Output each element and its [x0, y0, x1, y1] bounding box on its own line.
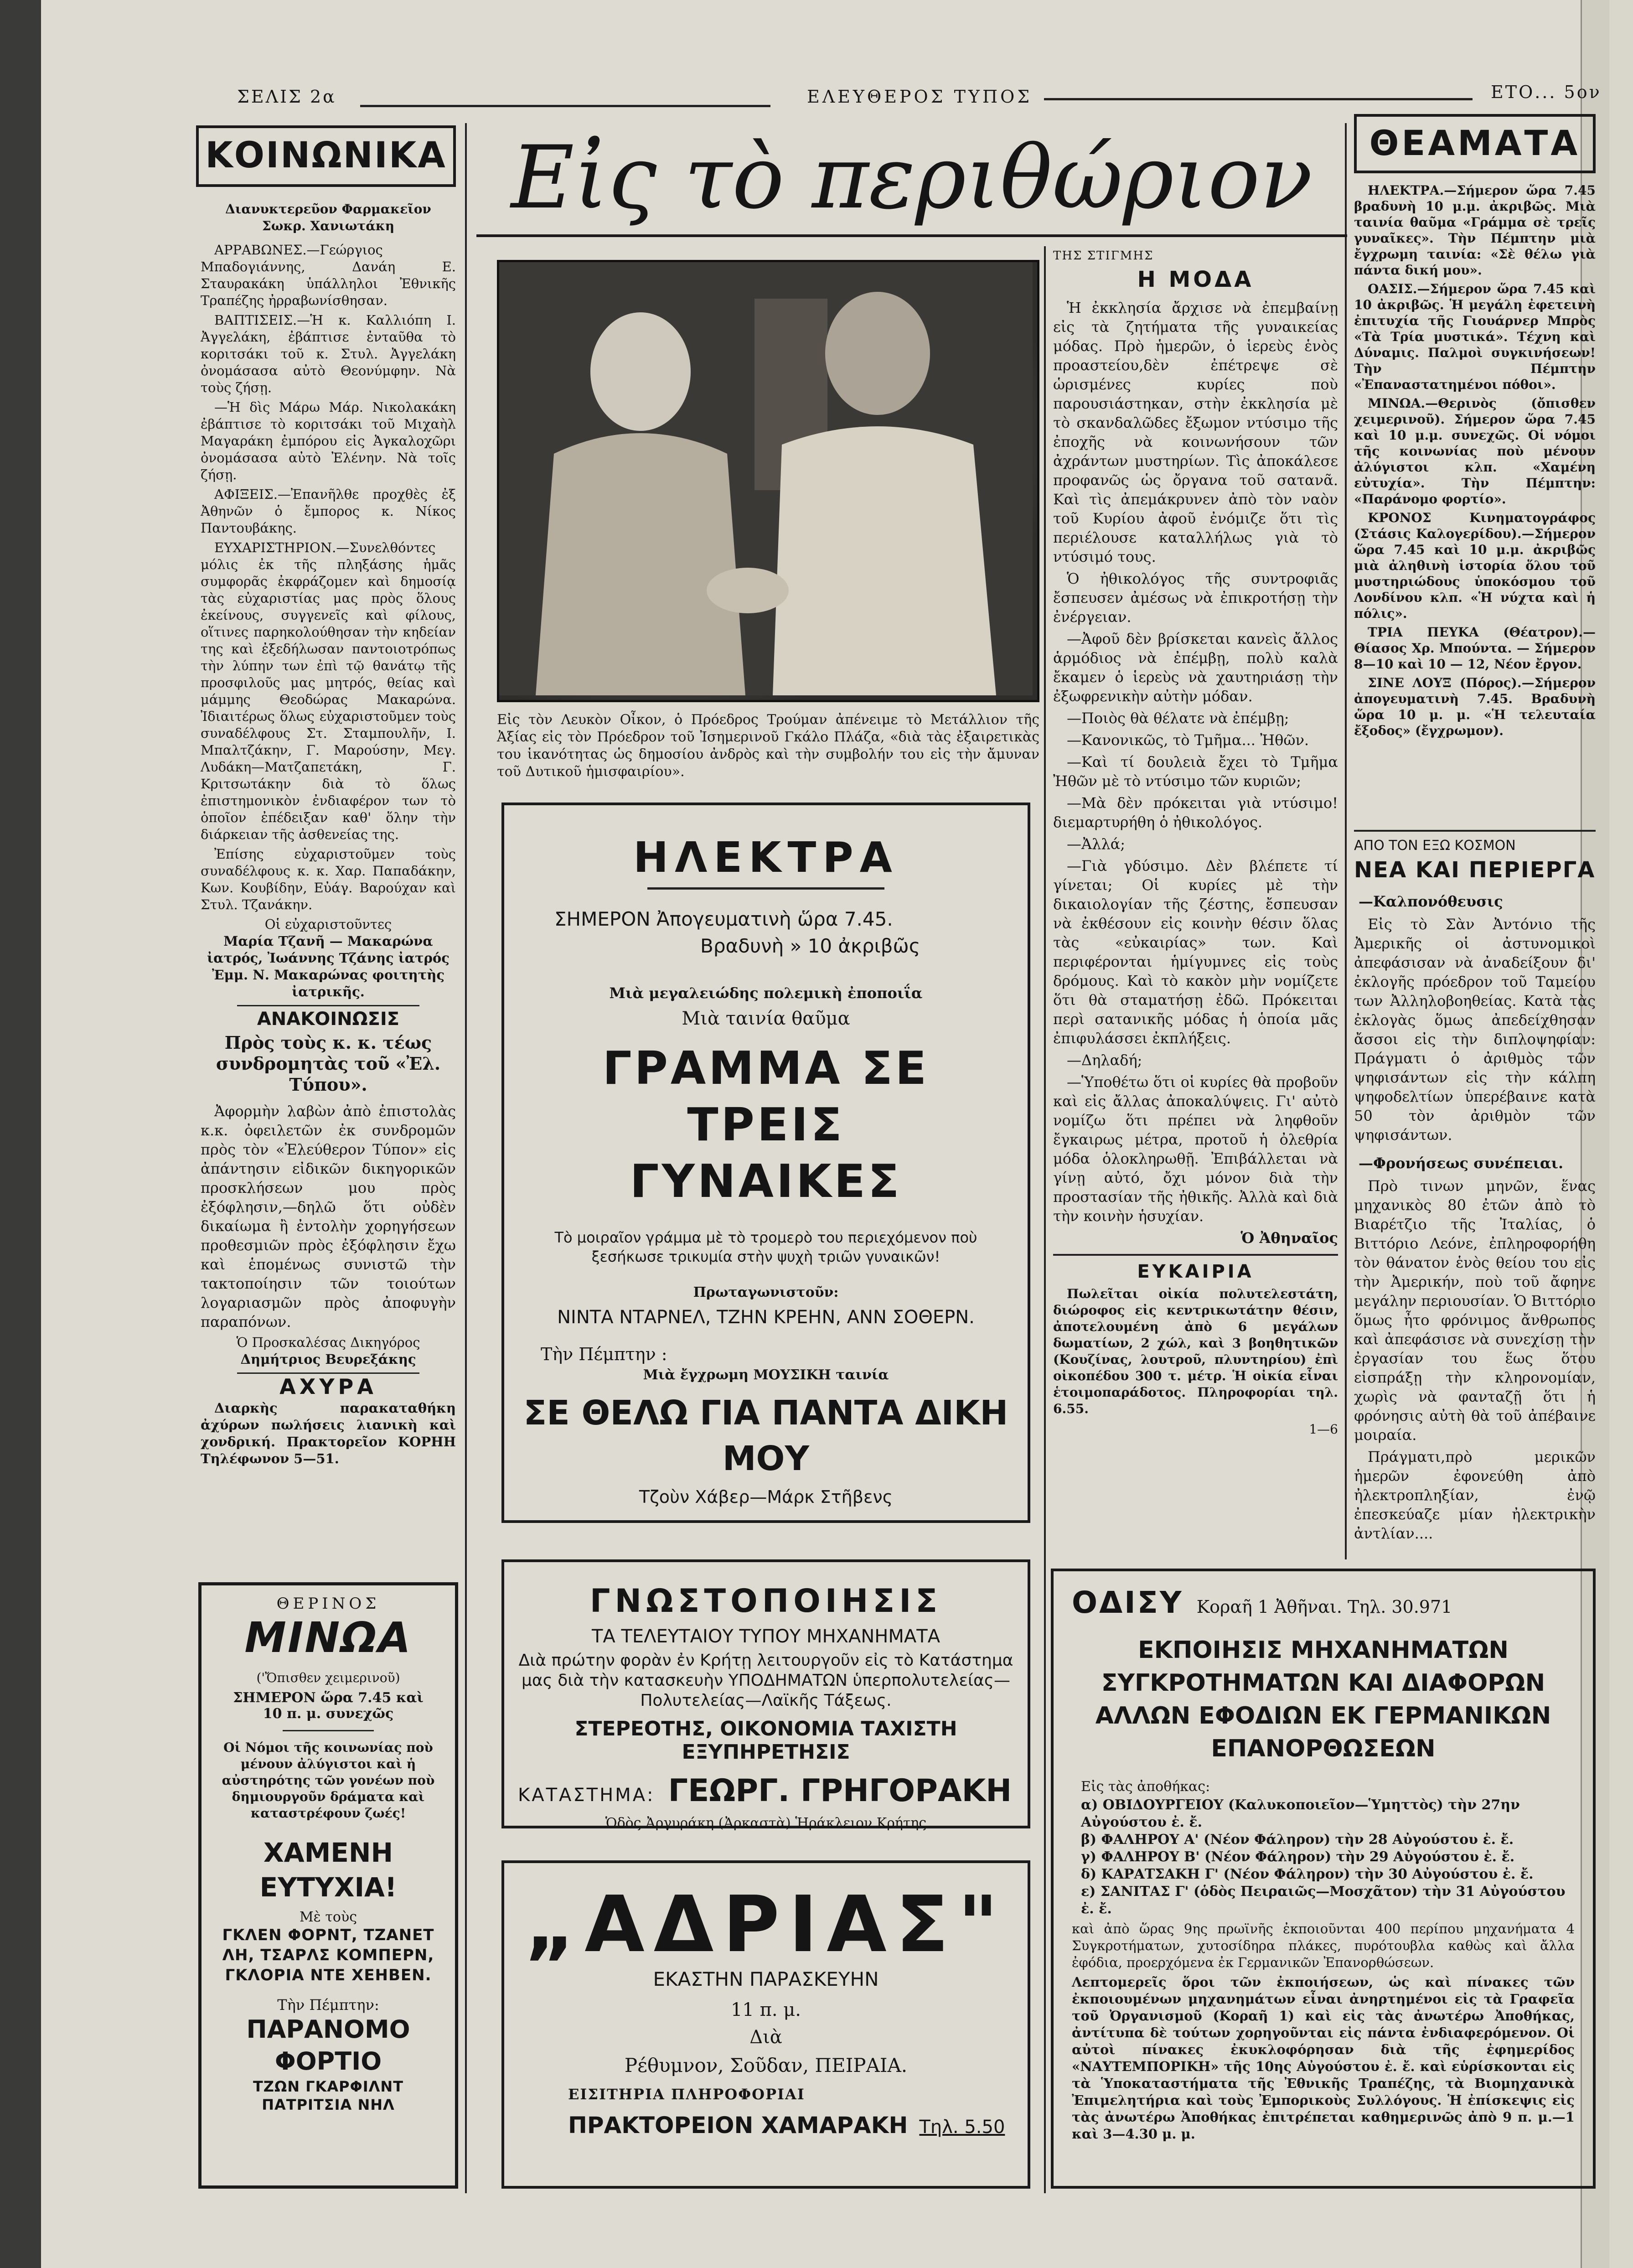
odisy-item: ε) ΣΑΝΙΤΑΣ Γ' (ὁδὸς Πειραιῶς—Μοσχᾶτον) τὴν 31 Αὐγούστου ἐ. ἔ.	[1081, 1884, 1566, 1917]
ilektra-next-film: ΣΕ ΘΕΛΩ ΓΙΑ ΠΑΝΤΑ ΔΙΚΗ ΜΟΥ	[523, 1393, 1008, 1478]
divider	[237, 1372, 419, 1374]
engagements-paragraph: ΑΡΡΑΒΩΝΕΣ.—Γεώργιος Μπαδογιάννης, Δανάη Ε. Σταυρακάκη ὑπάλληλοι Ἐθνικῆς Τραπέζης ἠρραβωνίσθησαν.	[201, 242, 456, 308]
odisy-address: Κοραῆ 1 Ἀθῆναι. Τηλ. 30.971	[1196, 1597, 1452, 1617]
adrias-phone: Τηλ. 5.50	[919, 2117, 1005, 2138]
anakoinosis-title: ΑΝΑΚΟΙΝΩΣΙΣ	[257, 1009, 400, 1030]
listing-tria-peuka: ΤΡΙΑ ΠΕΥΚΑ (Θέατρον).—Θίασος Χρ. Μπούντα. — Σήμερον 8—10 καὶ 10 — 12, Νέον ἔργον.	[1354, 625, 1596, 672]
gnostopoiisis-store-row	[504, 1773, 1028, 1809]
moda-paragraph: —Ἀφοῦ δὲν βρίσκεται κανεὶς ἄλλος ἁρμόδιος νὰ ἐπέμβῃ, πολὺ καλὰ ἔκαμεν ὁ ἱερεὺς νὰ χαυτηριάσῃ τὴν ἐξωφρενικὴν αὐτὴν μόδαν.	[1053, 630, 1338, 705]
listing-minoa: ΜΙΝΩΑ.—Θερινὸς (ὄπισθεν χειμερινοῦ). Σήμερον ὥρα 7.45 καὶ 10 μ.μ. συνεχῶς. Οἱ νόμοι τῆς κοινωνίας ποὺ μένουν ἀλύγιστοι κλπ. «Χαμένη εὐτυχία». Τὴν Πέμπτην: «Παράνομο φορτίο».	[1354, 396, 1596, 507]
anakoinosis-signature-1: Ὁ Προσκαλέσας Δικηγόρος	[236, 1335, 420, 1350]
odisy-items	[1054, 1797, 1593, 1918]
header-rule-left	[360, 105, 770, 107]
minoa-next-film: ΠΑΡΑΝΟΜΟ ΦΟΡΤΙΟ	[246, 2015, 410, 2076]
anakoinosis-body: Ἀφορμὴν λαβὼν ἀπὸ ἐπιστολὰς κ.κ. ὀφειλετῶν ἐκ συνδρομῶν πρὸς τὸν «Ἐλεύθερον Τύπον» εἰς ἀπάντησιν εἰδικῶν δικηγορικῶν προσκλήσεων μου πρὸς ἐξόφλησιν,—δηλῶ ὅτι οὐδὲν δικαίωμα ἢ ἐντολὴν χορηγήσεων προθεσμιῶν πρὸς ἐξόφλησιν ἔχω καὶ ἑπομένως συνιστῶ τὴν τακτοποίησιν τῶν τοιούτων λογαριασμῶν πρὸς ἀποφυγὴν παραπόνων.	[201, 1103, 456, 1331]
thanks-signature-label: Οἱ εὐχαριστοῦντες	[264, 917, 392, 932]
moda-column	[1053, 246, 1338, 1439]
koinonika-column	[201, 201, 456, 1470]
column-rule-1	[465, 123, 467, 2193]
adrias-agency-row	[504, 2112, 1028, 2139]
odisy-item: β) ΦΑΛΗΡΟΥ Α' (Νέον Φάληρον) τὴν 28 Αὐγούστου ἐ. ἔ.	[1081, 1832, 1514, 1848]
minoa-time-2: 10 π. μ. συνεχῶς	[263, 1706, 394, 1722]
nea-body-3: Πράγματι,πρὸ μερικῶν ἡμερῶν ἐφονεύθη ἀπὸ ἠλεκτροπληξίαν, ἐνῷ ἐπεσκεύαζε μίαν ἠλεκτρικὴν ἀντλίαν....	[1354, 1448, 1596, 1542]
thanks-paragraph-1: ΕΥΧΑΡΙΣΤΗΡΙΟΝ.—Συνελθόντες μόλις ἐκ τῆς πληξάσης ἡμᾶς συμφορᾶς ἐκφράζομεν καὶ δημοσίᾳ τὰς εὐχαριστίας μας πρὸς ὅλους ἐκείνους, συγγενεῖς καὶ φίλους, οἵτινες παρηκολούθησαν τὴν κηδείαν της καὶ ἐξεδήλωσαν παντοιοτρόπως τὴν λύπην των ἐπὶ τῷ θανάτῳ τῆς προσφιλοῦς μας μητρός, θείας καὶ μάμμης Θεοδώρας Μακαρώνα. Ἰδιαιτέρως ὅλως εὐχαριστοῦμεν τοὺς συναδέλφους Στ. Σταμπουλῆν, Ι. Μπαλτζάκην, Γ. Μαρούσην, Μεγ. Λυδάκη—Ματζαπετάκη, Γ. Κριτσωτάκην διὰ τὸ ὅλως ἐπιστημονικὸν ἐνδιαφέρον των τὸ ὁποῖον ἐπέδειξαν καθ' ὅλην τὴν διάρκειαν τῆς ἀσθενείας της.	[201, 540, 456, 842]
photo-truman-plaza	[497, 260, 1039, 702]
anakoinosis-subtitle: Πρὸς τοὺς κ. κ. τέως συνδρομητὰς τοῦ «Ἐλ. Τύπου».	[216, 1032, 441, 1095]
moda-paragraph: —Ὑποθέτω ὅτι οἱ κυρίες θὰ προβοῦν καὶ εἰς ἄλλας ἀποκαλύψεις. Γι' αὐτὸ νομίζω ὅτι πρέπει νὰ ληφθοῦν ἔγκαιρως μέτρα, προτοῦ ἡ ὀλεθρία μόδα ὁλοκληρωθῇ. Ἐπιβάλλεται νὰ γίνῃ αὐτό, ὄχι μόνον διὰ τὴν προστασίαν τῆς ἠθικῆς. Ἀλλὰ καὶ διὰ τὴν κοινὴν ἡσυχίαν.	[1053, 1073, 1338, 1225]
moda-kicker: ΤΗΣ ΣΤΙΓΜΗΣ	[1053, 249, 1154, 263]
odisy-body: καὶ ἀπὸ ὥρας 9ης πρωϊνῆς ἐκποιοῦνται 400 περίπου μηχανήματα 4 Συγκροτήματων, χυτοσίδηρα πλάκες, πυρότουβλα καθὼς καὶ ἄλλα ἐφόδια, προερχόμενα ἐκ Γερμανικῶν Ἐπανορθώσεων.	[1072, 1921, 1575, 1970]
minoa-with: Μὲ τοὺς	[299, 1909, 357, 1925]
minoa-next-cast: ΤΖΩΝ ΓΚΑΡΦΙΛΝΤ ΠΑΤΡΙΤΣΙΑ ΝΗΛ	[253, 2078, 404, 2113]
ilektra-wonder: Μιὰ ταινία θαῦμα	[682, 1008, 850, 1029]
moda-paragraph: —Μὰ δὲν πρόκειται γιὰ ντύσιμο! διεμαρτυρήθη ὁ ἠθικολόγος.	[1053, 794, 1338, 831]
odisy-item: γ) ΦΑΛΗΡΟΥ Β' (Νέον Φάληρον) τὴν 29 Αὐγούστου ἐ. ἔ.	[1081, 1849, 1515, 1865]
odisy-ad	[1051, 1569, 1596, 2189]
gnostopoiisis-line-1: ΤΑ ΤΕΛΕΥΤΑΙΟΥ ΤΥΠΟΥ ΜΗΧΑΝΗΜΑΤΑ	[591, 1626, 941, 1647]
listing-sine-lux: ΣΙΝΕ ΛΟΥΞ (Πόρος).—Σήμερον ἀπογευματινὴ 7.45. Βραδυνὴ ὥρα 10 μ. μ. «Ἡ τελευταία ἔξοδος» (ἔγχρωμον).	[1354, 675, 1596, 738]
gnostopoiisis-body: Διὰ πρώτην φορὰν ἐν Κρήτῃ λειτουργοῦν εἰς τὸ Κατάστημα μας διὰ τὴν κατασκευὴν ΥΠΟΔΗΜΑΤΩΝ ὑπερπολυτελείας—Πολυτελείας—Λαϊκῆς Τάξεως.	[518, 1651, 1013, 1710]
odisy-intro: Εἰς τὰς ἀποθήκας:	[1081, 1779, 1210, 1795]
gnostopoiisis-address: Ὁδὸς Ἀργυράκη (Ἀρκαστὰ) Ἡράκλειον Κρήτης	[605, 1815, 927, 1831]
divider	[1053, 1254, 1338, 1256]
koinonika-title: ΚΟΙΝΩΝΙΚΑ	[205, 135, 447, 176]
gnostopoiisis-slogan: ΣΤΕΡΕΟΤΗΣ, ΟΙΚΟΝΟΜΙΑ ΤΑΧΙΣΤΗ ΕΞΥΠΗΡΕΤΗΣΙΣ	[574, 1717, 957, 1764]
odisy-title: ΟΔΙΣΥ	[1072, 1585, 1183, 1620]
moda-signature: Ὁ Ἀθηναῖος	[1240, 1229, 1338, 1247]
page-number: ΣΕΛΙΣ 2α	[237, 87, 336, 107]
photo-caption: Εἰς τὸν Λευκὸν Οἶκον, ὁ Πρόεδρος Τρούμαν ἀπένειμε τὸ Μετάλλιον τῆς Ἀξίας εἰς τὸν Πρόεδρον τοῦ Ἰσημερινοῦ Γκάλο Πλάζα, «διὰ τὰς ἐξαιρετικὰς του ἱκανότητας ὡς δημοσίου ἀνδρὸς καὶ τὴν συμβολήν του εἰς τὴν ἄμυναν τοῦ Δυτικοῦ ἡμισφαιρίου».	[497, 712, 1039, 780]
gnostopoiisis-store: ΓΕΩΡΓ. ΓΡΗΓΟΡΑΚΗ	[668, 1773, 1012, 1809]
minoa-time-1: ΣΗΜΕΡΟΝ ὥρα 7.45 καὶ	[233, 1690, 424, 1706]
ilektra-thursday: Τὴν Πέμπτην :	[541, 1344, 667, 1364]
nea-title: ΝΕΑ ΚΑΙ ΠΕΡΙΕΡΓΑ	[1354, 857, 1596, 883]
ilektra-desc: Τὸ μοιραῖον γράμμα μὲ τὸ τρομερὸ του περιεχόμενον ποὺ ξεσήκωσε τρικυμία στὴν ψυχὴ τριῶν γυναικῶν!	[554, 1229, 977, 1265]
gnostopoiisis-ad	[501, 1559, 1030, 1831]
moda-paragraph: —Καὶ τί δουλειὰ ἔχει τὸ Τμῆμα Ἠθῶν μὲ τὸ ντύσιμο τῶν κυριῶν;	[1053, 753, 1338, 790]
odisy-header-row	[1054, 1571, 1593, 1620]
adrias-line-4: Ρέθυμνον, Σοῦδαν, ΠΕΙΡΑΙΑ.	[624, 2054, 908, 2076]
thanks-paragraph-2: Ἐπίσης εὐχαριστοῦμεν τοὺς συναδέλφους κ. κ. Χαρ. Παπαδάκην, Κων. Κουβίδην, Εὐάγ. Βαρούχαν καὶ Στυλ. Τζανάκην.	[201, 846, 456, 912]
eukairia-ref: 1—6	[1309, 1422, 1338, 1437]
ilektra-stars: ΝΙΝΤΑ ΝΤΑΡΝΕΛ, ΤΖΗΝ ΚΡΕΗΝ, ΑΝΝ ΣΟΘΕΡΝ.	[557, 1307, 975, 1328]
moda-paragraph: —Ποιὸς θὰ θέλατε νὰ ἐπέμβῃ;	[1067, 709, 1289, 727]
minoa-sub: ('Ὄπισθεν χειμερινοῦ)	[256, 1670, 400, 1685]
moda-paragraph: —Ἀλλά;	[1067, 835, 1126, 853]
arrivals-paragraph: ΑΦΙΞΕΙΣ.—Ἐπανῆλθε προχθὲς ἐξ Ἀθηνῶν ὁ ἔμπορος κ. Νίκος Παντουβάκης.	[201, 487, 456, 536]
nea-subhead-1: —Καλπονόθευσις	[1359, 893, 1503, 910]
odisy-head: ΕΚΠΟΙΗΣΙΣ ΜΗΧΑΝΗΜΑΤΩΝ ΣΥΓΚΡΟΤΗΜΑΤΩΝ ΚΑΙ ΔΙΑΦΟΡΩΝ ΑΛΛΩΝ ΕΦΟΔΙΩΝ ΕΚ ΓΕΡΜΑΝΙΚΩΝ ΕΠΑΝΟΡΘΩΣΕΩΝ	[1095, 1636, 1551, 1762]
baptisms-paragraph-1: ΒΑΠΤΙΣΕΙΣ.—Ἡ κ. Καλλιόπη Ι. Ἀγγελάκη, ἐβάπτισε ἐνταῦθα τὸ κοριτσάκι τοῦ κ. Στυλ. Ἀγγελάκη ὀνομάσασα αὐτὸ Θεονύμφην. Νὰ τοὺς ζήσῃ.	[201, 312, 456, 395]
minoa-cast: ΓΚΛΕΝ ΦΟΡΝΤ, ΤΖΑΝΕΤ ΛΗ, ΤΣΑΡΛΣ ΚΟΜΠΕΡΝ, ΓΚΛΟΡΙΑ ΝΤΕ ΧΕΗΒΕΝ.	[222, 1926, 434, 1984]
divider	[647, 887, 884, 890]
adrias-line-1: ΕΚΑΣΤΗΝ ΠΑΡΑΣΚΕΥΗΝ	[653, 1968, 879, 1990]
ilektra-music: Μιὰ ἔγχρωμη ΜΟΥΣΙΚΗ ταινία	[643, 1367, 889, 1383]
ilektra-line-2: Βραδυνὴ » 10 ἀκριβῶς	[700, 935, 920, 957]
ilektra-film: ΓΡΑΜΜΑ ΣΕ ΤΡΕΙΣ ΓΥΝΑΙΚΕΣ	[602, 1041, 930, 1208]
theamata-column	[1354, 182, 1596, 741]
divider	[237, 1005, 419, 1006]
adrias-ad	[501, 1860, 1030, 2189]
ilektra-next-cast: Τζοὺν Χάβερ—Μάρκ Στῆβενς	[639, 1487, 893, 1507]
binding-shadow	[0, 0, 41, 2268]
adrias-line-5: ΕΙΣΙΤΗΡΙΑ ΠΛΗΡΟΦΟΡΙΑΙ	[568, 2086, 805, 2103]
listing-oasis: ΟΑΣΙΣ.—Σήμερον ὥρα 7.45 καὶ 10 ἀκριβῶς. Ἡ μεγάλη ἐφετεινὴ ἐπιτυχία τῆς Γιουάρνερ Μπρὸς «Τὰ Τρία μυστικά». Τέχνη καὶ Δύναμις. Παλμοὶ συγκινήσεων! Τὴν Πέμπτην «Ἐπαναστατημένοι πόθοι».	[1354, 281, 1596, 392]
nea-kicker: ΑΠΟ ΤΟΝ ΕΞΩ ΚΟΣΜΟΝ	[1354, 838, 1516, 854]
ilektra-stars-label: Πρωταγωνιστοῦν:	[693, 1284, 839, 1300]
minoa-body: Οἱ Νόμοι τῆς κοινωνίας ποὺ μένουν ἀλύγιστοι καὶ ἡ αὐστηρότης τῶν γονέων ποὺ δημιουργοῦν δράματα καὶ καταστρέφουν ζωές!	[222, 1740, 435, 1821]
achyra-title: ΑΧΥΡΑ	[279, 1374, 377, 1399]
adrias-line-2: 11 π. μ.	[730, 1999, 801, 2020]
nea-column	[1354, 830, 1596, 1546]
column-rule-2	[1044, 246, 1046, 2193]
koinonika-header-box	[196, 125, 456, 187]
adrias-agency: ΠΡΑΚΤΟΡΕΙΟΝ ΧΑΜΑΡΑΚΗ	[568, 2112, 908, 2139]
listing-ilektra: ΗΛΕΚΤΡΑ.—Σήμερον ὥρα 7.45 βραδυνὴ 10 μ.μ. ἀκριβῶς. Μιὰ ταινία θαῦμα «Γράμμα σὲ τρεῖς γυναῖκες». Τὴν Πέμπτην μιὰ ἔγχρωμη ταινία: «Σὲ θέλω γιὰ πάντα δική μου».	[1354, 183, 1596, 278]
ilektra-ad	[501, 803, 1030, 1523]
anakoinosis-signature-2: Δημήτριος Βευρεξάκης	[240, 1351, 416, 1367]
adrias-title: „ΑΔΡΙΑΣ"	[524, 1880, 1008, 1970]
eukairia-title: ΕΥΚΑΙΡΙΑ	[1137, 1261, 1254, 1282]
pharmacy-label: Διανυκτερεῦον Φαρμακεῖον	[225, 202, 431, 217]
pharmacy-name: Σωκρ. Χανιωτάκη	[262, 218, 395, 233]
odisy-item: α) ΟΒΙΔΟΥΡΓΕΙΟΥ (Καλυκοποιεῖον—Ὑμηττὸς) τὴν 27ην Αὐγούστου ἐ. ἔ.	[1081, 1797, 1520, 1830]
moda-title: Η ΜΟΔΑ	[1137, 267, 1254, 292]
moda-paragraph: —Κανονικῶς, τὸ Τμῆμα... Ἠθῶν.	[1067, 731, 1309, 749]
headline: Εἰς τὸ περιθώριον	[511, 127, 1313, 228]
nea-subhead-2: —Φρονήσεως συνέπειαι.	[1359, 1155, 1564, 1172]
theamata-title: ΘΕΑΜΑΤΑ	[1369, 123, 1581, 163]
divider	[1354, 830, 1596, 832]
ilektra-title: ΗΛΕΚΤΡΑ	[633, 833, 899, 882]
moda-paragraph: Ἡ ἐκκλησία ἄρχισε νὰ ἐπεμβαίνῃ εἰς τὰ ζητήματα τῆς γυναικείας μόδας. Πρὸ ἡμερῶν, ὁ ἱερεὺς ἑνὸς προαστείου,δὲν ἐπέτρεψε σὲ ὡρισμένες κυρίες ποὺ παρουσιάστηκαν, στὴν ἐκκλησία μὲ τὸ σκανδαλῶδες ἔξωμον ντύσιμο τῆς ἐποχῆς νὰ κοινωνήσουν τῶν ἀχράντων μυστηρίων. Τὶς ἀποκάλεσε προφανῶς ὡς ὄργανα τοῦ σατανᾶ. Καὶ τὶς ἀπεμάκρυνεν ἀπὸ τὸν ναὸν τοῦ Κυρίου ἀφοῦ ἐνόμιζε ὅτι τὶς περιέλουσε καταλλήλως γιὰ τὸ ντύσιμό τους.	[1053, 299, 1338, 565]
theamata-header-box	[1354, 114, 1596, 173]
masthead: ΕΛΕΥΘΕΡΟΣ ΤΥΠΟΣ	[807, 87, 1033, 107]
minoa-ad	[198, 1582, 458, 2189]
adrias-line-3: Διὰ	[749, 2027, 782, 2048]
nea-body-2: Πρὸ τινων μηνῶν, ἕνας μηχανικὸς 80 ἐτῶν ἀπὸ τὸ Βιαρέτζιο τῆς Ἰταλίας, ὁ Βιττόριο Λεόνε, ἐπληροφορήθη τὸν θάνατον ἑνὸς θείου του εἰς τὴν Ἀμερικήν, ποὺ τοῦ ἄφηνε μεγάλην περιουσίαν. Ὁ Βιττόριο ὅμως ἦτο φρόνιμος ἄνθρωπος καὶ ἀπεφάσισε νὰ συνεχίσῃ τὴν ἐργασίαν του ἕως ὅτου εἰσπράξῃ τὴν κληρονομίαν, χωρὶς νὰ φανταζῇ ὅτι ἡ φρόνησις αὐτὴ θὰ τοῦ ἀπέβαινε μοιραία.	[1354, 1177, 1596, 1444]
listing-kronos: ΚΡΟΝΟΣ Κινηματογράφος (Στάσις Καλογερίδου).—Σήμερον ὥρα 7.45 καὶ 10 μ.μ. ἀκριβῶς μιὰ ἀληθινὴ ἱστορία ὅλου τοῦ μυστηριώδους ὑποκόσμου τοῦ Λονδίνου κλπ. «Ἡ νύχτα καὶ ἡ πόλις».	[1354, 510, 1596, 621]
minoa-film: ΧΑΜΕΝΗ ΕΥΤΥΧΙΑ!	[259, 1837, 397, 1903]
minoa-kicker: ΘΕΡΙΝΟΣ	[276, 1595, 380, 1613]
gnostopoiisis-title: ΓΝΩΣΤΟΠΟΙΗΣΙΣ	[589, 1582, 942, 1620]
moda-paragraph: —Δηλαδή;	[1067, 1051, 1142, 1069]
ilektra-line-1: ΣΗΜΕΡΟΝ Ἀπογευματινὴ ὥρα 7.45.	[554, 908, 893, 930]
baptisms-paragraph-2: —Ἡ δὶς Μάρω Μάρ. Νικολακάκη ἐβάπτισε τὸ κοριτσάκι τοῦ Μιχαὴλ Μαγαράκη ἐμπόρου εἰς Ἀγκαλοχῶρι ὀνομάσασα αὐτὸ Ἐλένην. Νὰ τοῖς ζήσῃ.	[201, 399, 456, 482]
thanks-signature-names: Μαρία Τζανῆ — Μακαρώνα ἰατρός, Ἰωάννης Τζάνης ἰατρός Ἐμμ. Ν. Μακαρώνας φοιτητὴς ἰατρικῆς.	[207, 933, 450, 999]
header-rule-right	[1044, 98, 1473, 100]
minoa-title: ΜΙΝΩΑ	[244, 1613, 412, 1662]
achyra-body: Διαρκὴς παρακαταθήκη ἀχύρων πωλήσεις λιανικὴ καὶ χονδρική. Πρακτορεῖον ΚΟΡΗΗ Τηλέφωνον 5—51.	[201, 1400, 456, 1466]
moda-paragraph: —Γιὰ γδύσιμο. Δὲν βλέπετε τί γίνεται; Οἱ κυρίες μὲ τὴν δικαιολογίαν τῆς ζέστης, ἔσπευσαν νὰ ἐκθέσουν εἰς κοινὴν θέσιν ὅλας τὰς «εὐκαιρίας» των. Καὶ περιφέρονται ἡμίγυμνες εἰς τοὺς δρόμους. Καὶ τὸ κακὸν μὴν νομίζετε ὅτι θὰ σταματήσῃ ἐδῶ. Πρόκειται περὶ σατανικῆς μόδας ἡ ὁποία μᾶς ἐπιφυλάσσει ἐκπλήξεις.	[1053, 857, 1338, 1047]
divider	[283, 1730, 374, 1731]
nea-body-1: Εἰς τὸ Σὰν Ἀντόνιο τῆς Ἀμερικῆς οἱ ἀστυνομικοὶ ἀπεφάσισαν νὰ ἀναδείξουν δι' ἐκλογῆς πρόεδρον τοῦ Ταμείου των Ἀλληλοβοηθείας. Κατὰ τὰς ἐκλογὰς ὅμως ἀπεδείχθησαν ἄσσοι εἰς τὴν διπλοψηφίαν: Πράγματι ὁ ἀριθμὸς τῶν ψηφισάντων εἰς τὴν κάλπη ψηφοδελτίων ὑπερέβαινε κατὰ 50 τὸν ἀριθμὸν τῶν ψηφισάντων.	[1354, 916, 1596, 1144]
minoa-thursday: Τὴν Πέμπτην:	[277, 1996, 379, 2014]
gnostopoiisis-store-label: ΚΑΤΑΣΤΗΜΑ:	[518, 1785, 655, 1806]
headline-banner	[476, 123, 1347, 237]
column-rule-3	[1345, 123, 1347, 1559]
odisy-item: δ) ΚΑΡΑΤΣΑΚΗ Γ' (Νέον Φάληρον) τὴν 30 Αὐγούστου ἐ. ἔ.	[1081, 1866, 1534, 1882]
moda-paragraph: Ὁ ἠθικολόγος τῆς συντροφιᾶς ἔσπευσεν ἀμέσως νὰ ἐπικροτήσῃ τὴν ἐνέργειαν.	[1053, 570, 1338, 626]
year-label: ΕΤΟ... 5ον	[1491, 82, 1602, 102]
newspaper-page	[41, 0, 1609, 2268]
ilektra-epic: Μιὰ μεγαλειώδης πολεμικὴ ἐποποιΐα	[609, 984, 923, 1002]
odisy-body-2: Λεπτομερεῖς ὅροι τῶν ἐκποιήσεων, ὡς καὶ πίνακες τῶν ἐκποιουμένων μηχανημάτων εἶναι ἀνηρτημένοι εἰς τὰ Γραφεῖα τοῦ Ὀργανισμοῦ (Κοραῆ 1) καὶ εἰς τὰς ἀνωτέρω Ἀποθήκας, ἀντίτυπα δὲ τούτων χορηγοῦνται εἰς πάντα ἐνδιαφερόμενον. Οἱ αὐτοὶ πίνακες ἐκυκλοφόρησαν διὰ τῆς ἐφημερίδος «ΝΑΥΤΕΜΠΟΡΙΚΗ» τῆς 10ης Αὐγούστου ἐ. ἔ. καὶ εὑρίσκονται εἰς τὰ Ὑποκαταστήματα τῆς Ἐθνικῆς Τραπέζης, τὰ Βιομηχανικὰ Ἐπιμελητήρια καὶ τοὺς Ἐμπορικοὺς Συλλόγους. Ἡ ἐπίσκεψις εἰς τὰς ἀνωτέρω Ἀποθήκας ἐπιτρέπεται καθημερινῶς ἀπὸ 9 π. μ.—1 καὶ 3—4.30 μ. μ.	[1072, 1974, 1575, 2142]
eukairia-body: Πωλεῖται οἰκία πολυτελεστάτη, διώροφος εἰς κεντρικωτάτην θέσιν, ἀποτελουμένη ἀπὸ 6 μεγάλων δωματίων, 2 χώλ, καὶ 3 βοηθητικῶν (Κουζίνας, λουτροῦ, πλυντηρίου) ἐπὶ οἰκοπέδου 300 τ. μέτρ. Ἡ οἰκία εἶναι ἑτοιμοπαράδοτος. Πληροφορίαι τηλ. 6.55.	[1053, 1286, 1338, 1416]
photo-figures	[499, 262, 1033, 695]
